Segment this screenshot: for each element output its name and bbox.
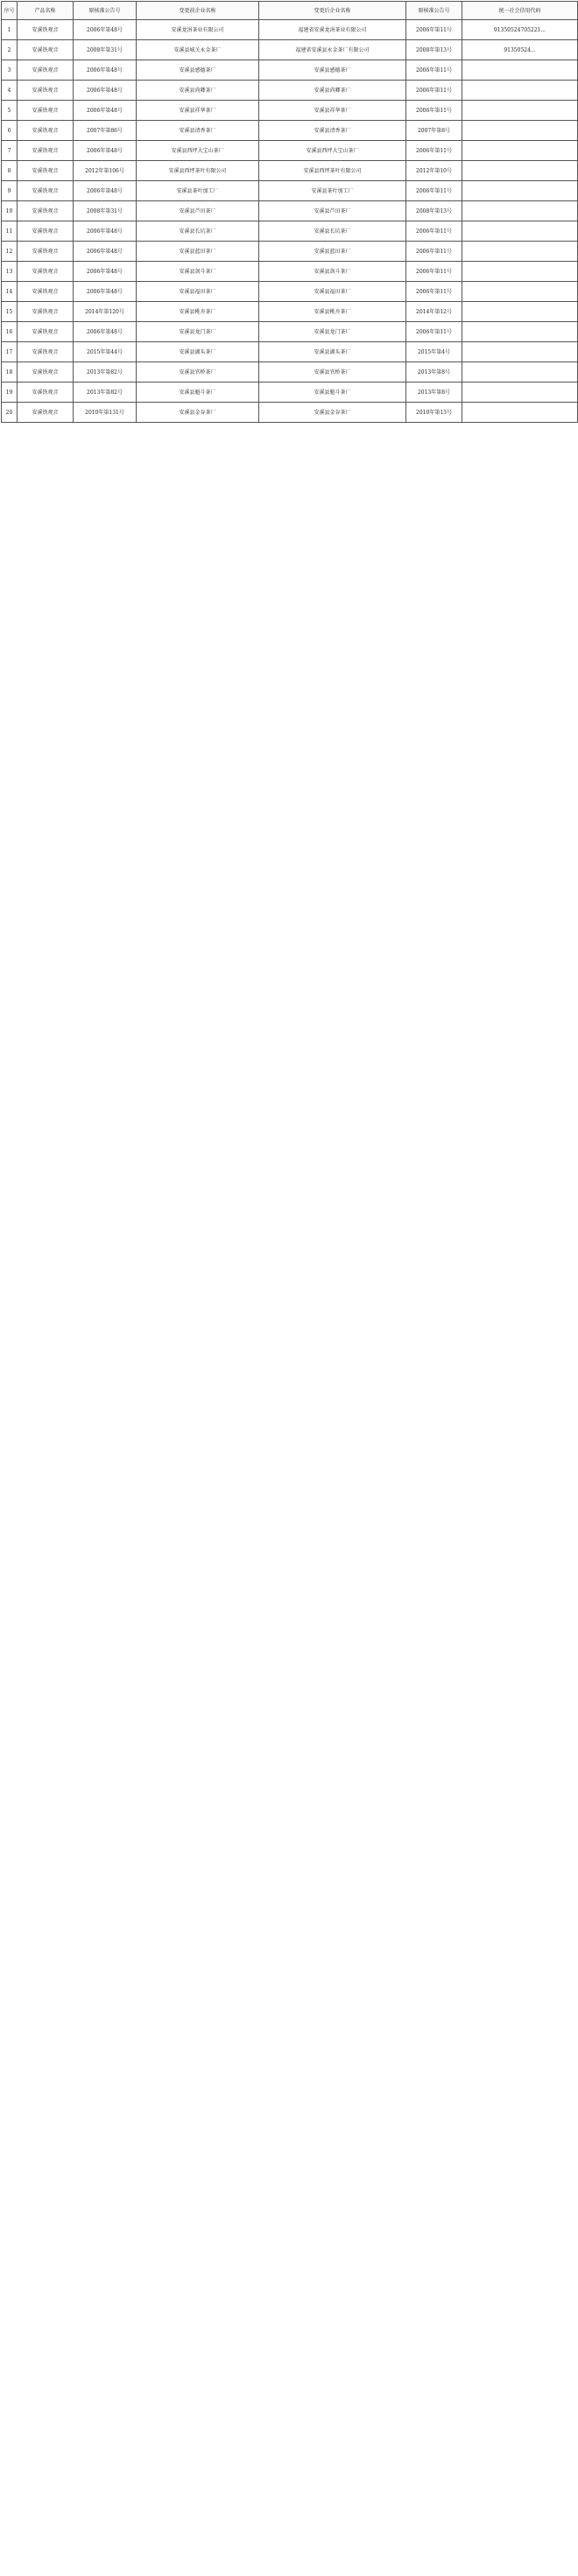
cell-company-before: 安溪县城关永金茶厂 [137, 40, 259, 60]
cell-product-name: 安溪铁观音 [18, 60, 74, 81]
cell-original-announcement-no-2: 2013年第8号 [406, 383, 462, 403]
cell-original-announcement-no: 2012年第106号 [74, 161, 137, 181]
cell-company-after: 安溪县金谷茶厂 [259, 403, 406, 423]
cell-credit-code [462, 181, 578, 201]
cell-credit-code: 91350524705221... [462, 20, 578, 40]
cell-index: 18 [2, 362, 18, 383]
table-row [2, 60, 578, 81]
cell-credit-code [462, 302, 578, 322]
cell-product-name: 安溪铁观音 [18, 121, 74, 141]
cell-company-after: 安溪县祥华茶厂 [259, 101, 406, 121]
cell-index: 2 [2, 40, 18, 60]
announcement-table [1, 1, 578, 423]
cell-credit-code [462, 383, 578, 403]
cell-original-announcement-no: 2006年第48号 [74, 101, 137, 121]
cell-credit-code: 91350524... [462, 40, 578, 60]
cell-company-after: 安溪县尚卿茶厂 [259, 81, 406, 101]
cell-original-announcement-no-2: 2010年第13号 [406, 403, 462, 423]
cell-credit-code [462, 221, 578, 242]
cell-original-announcement-no-2: 2006年第11号 [406, 20, 462, 40]
cell-company-before: 安溪县西坪茶叶有限公司 [137, 161, 259, 181]
cell-company-before: 安溪县芦田茶厂 [137, 201, 259, 221]
cell-original-announcement-no-2: 2014年第12号 [406, 302, 462, 322]
cell-index: 3 [2, 60, 18, 81]
cell-index: 15 [2, 302, 18, 322]
cell-credit-code [462, 242, 578, 262]
cell-original-announcement-no-2: 2006年第11号 [406, 262, 462, 282]
cell-original-announcement-no-2: 2007年第8号 [406, 121, 462, 141]
cell-original-announcement-no: 2006年第48号 [74, 262, 137, 282]
cell-original-announcement-no: 2015年第44号 [74, 342, 137, 362]
cell-product-name: 安溪铁观音 [18, 362, 74, 383]
cell-index: 13 [2, 262, 18, 282]
cell-original-announcement-no: 2006年第48号 [74, 242, 137, 262]
cell-index: 17 [2, 342, 18, 362]
cell-company-before: 安溪县感德茶厂 [137, 60, 259, 81]
cell-index: 9 [2, 181, 18, 201]
cell-original-announcement-no: 2006年第48号 [74, 221, 137, 242]
table-row [2, 383, 578, 403]
cell-company-before: 安溪县官桥茶厂 [137, 362, 259, 383]
cell-index: 11 [2, 221, 18, 242]
table-row [2, 141, 578, 161]
cell-company-after: 安溪县西坪大宝山茶厂 [259, 141, 406, 161]
cell-product-name: 安溪铁观音 [18, 322, 74, 342]
cell-credit-code [462, 81, 578, 101]
header-index: 序号 [2, 2, 18, 20]
cell-product-name: 安溪铁观音 [18, 81, 74, 101]
cell-product-name: 安溪铁观音 [18, 383, 74, 403]
cell-original-announcement-no-2: 2006年第11号 [406, 242, 462, 262]
cell-index: 19 [2, 383, 18, 403]
table-row [2, 81, 578, 101]
cell-product-name: 安溪铁观音 [18, 242, 74, 262]
cell-index: 1 [2, 20, 18, 40]
table-row [2, 40, 578, 60]
cell-original-announcement-no: 2014年第120号 [74, 302, 137, 322]
cell-company-before: 安溪县西坪大宝山茶厂 [137, 141, 259, 161]
header-original-announcement-no-2: 原核准公告号 [406, 2, 462, 20]
cell-index: 4 [2, 81, 18, 101]
cell-company-after: 安溪县感德茶厂 [259, 60, 406, 81]
cell-company-before: 安溪县长坑茶厂 [137, 221, 259, 242]
cell-product-name: 安溪铁观音 [18, 40, 74, 60]
cell-company-after: 安溪县龙门茶厂 [259, 322, 406, 342]
table-header-row [2, 2, 578, 20]
cell-product-name: 安溪铁观音 [18, 161, 74, 181]
cell-company-after: 安溪县清香茶厂 [259, 121, 406, 141]
cell-product-name: 安溪铁观音 [18, 221, 74, 242]
cell-credit-code [462, 403, 578, 423]
cell-credit-code [462, 262, 578, 282]
cell-company-before: 安溪县清香茶厂 [137, 121, 259, 141]
cell-credit-code [462, 101, 578, 121]
table-row [2, 403, 578, 423]
table-row [2, 221, 578, 242]
cell-original-announcement-no: 2006年第48号 [74, 181, 137, 201]
cell-original-announcement-no: 2013年第82号 [74, 383, 137, 403]
cell-product-name: 安溪铁观音 [18, 403, 74, 423]
cell-original-announcement-no-2: 2006年第11号 [406, 101, 462, 121]
cell-original-announcement-no-2: 2006年第11号 [406, 282, 462, 302]
cell-original-announcement-no-2: 2006年第11号 [406, 141, 462, 161]
cell-original-announcement-no-2: 2012年第10号 [406, 161, 462, 181]
cell-original-announcement-no: 2007年第86号 [74, 121, 137, 141]
cell-company-before: 安溪县桃舟茶厂 [137, 302, 259, 322]
cell-company-before: 安溪县祥华茶厂 [137, 101, 259, 121]
cell-product-name: 安溪铁观音 [18, 201, 74, 221]
cell-credit-code [462, 161, 578, 181]
cell-product-name: 安溪铁观音 [18, 181, 74, 201]
table-row [2, 201, 578, 221]
cell-credit-code [462, 362, 578, 383]
cell-original-announcement-no-2: 2006年第11号 [406, 60, 462, 81]
cell-credit-code [462, 322, 578, 342]
cell-index: 16 [2, 322, 18, 342]
header-company-before: 变更前企业名称 [137, 2, 259, 20]
cell-original-announcement-no: 2008年第31号 [74, 201, 137, 221]
table-row [2, 101, 578, 121]
cell-company-before: 安溪县福田茶厂 [137, 282, 259, 302]
table-row [2, 121, 578, 141]
cell-company-after: 安溪县剑斗茶厂 [259, 262, 406, 282]
cell-original-announcement-no: 2006年第48号 [74, 20, 137, 40]
cell-company-before: 安溪县金谷茶厂 [137, 403, 259, 423]
cell-product-name: 安溪铁观音 [18, 20, 74, 40]
cell-original-announcement-no: 2010年第131号 [74, 403, 137, 423]
cell-original-announcement-no-2: 2013年第8号 [406, 362, 462, 383]
cell-index: 8 [2, 161, 18, 181]
cell-company-before: 安溪县魁斗茶厂 [137, 383, 259, 403]
table-row [2, 322, 578, 342]
cell-company-after: 安溪县西坪茶叶有限公司 [259, 161, 406, 181]
cell-original-announcement-no: 2013年第82号 [74, 362, 137, 383]
cell-credit-code [462, 60, 578, 81]
cell-company-after: 安溪县魁斗茶厂 [259, 383, 406, 403]
cell-original-announcement-no-2: 2015年第4号 [406, 342, 462, 362]
table-row [2, 302, 578, 322]
cell-credit-code [462, 201, 578, 221]
cell-original-announcement-no: 2006年第48号 [74, 322, 137, 342]
cell-company-after: 福建省安溪龙涓茶业有限公司 [259, 20, 406, 40]
table-row [2, 342, 578, 362]
cell-company-after: 安溪县茶叶加工厂 [259, 181, 406, 201]
table-body [2, 20, 578, 423]
cell-index: 14 [2, 282, 18, 302]
header-original-announcement-no: 原核准公告号 [74, 2, 137, 20]
cell-original-announcement-no-2: 2008年第13号 [406, 201, 462, 221]
cell-original-announcement-no-2: 2006年第11号 [406, 221, 462, 242]
cell-company-before: 安溪县龙门茶厂 [137, 322, 259, 342]
cell-company-after: 安溪县福田茶厂 [259, 282, 406, 302]
cell-product-name: 安溪铁观音 [18, 141, 74, 161]
cell-company-before: 安溪县茶叶加工厂 [137, 181, 259, 201]
cell-product-name: 安溪铁观音 [18, 262, 74, 282]
cell-index: 10 [2, 201, 18, 221]
cell-company-before: 安溪县剑斗茶厂 [137, 262, 259, 282]
header-credit-code: 统一社会信用代码 [462, 2, 578, 20]
cell-original-announcement-no: 2006年第48号 [74, 81, 137, 101]
cell-credit-code [462, 282, 578, 302]
table-row [2, 161, 578, 181]
cell-product-name: 安溪铁观音 [18, 101, 74, 121]
cell-index: 12 [2, 242, 18, 262]
table-row [2, 362, 578, 383]
cell-company-after: 福建省安溪县永金茶厂有限公司 [259, 40, 406, 60]
cell-index: 6 [2, 121, 18, 141]
table-row [2, 20, 578, 40]
cell-original-announcement-no-2: 2006年第11号 [406, 322, 462, 342]
cell-index: 5 [2, 101, 18, 121]
cell-credit-code [462, 121, 578, 141]
cell-product-name: 安溪铁观音 [18, 282, 74, 302]
cell-company-before: 安溪县湖头茶厂 [137, 342, 259, 362]
cell-original-announcement-no: 2006年第48号 [74, 60, 137, 81]
cell-company-after: 安溪县蓝田茶厂 [259, 242, 406, 262]
table-row [2, 262, 578, 282]
cell-credit-code [462, 342, 578, 362]
cell-product-name: 安溪铁观音 [18, 342, 74, 362]
cell-company-after: 安溪县湖头茶厂 [259, 342, 406, 362]
cell-credit-code [462, 141, 578, 161]
cell-product-name: 安溪铁观音 [18, 302, 74, 322]
cell-original-announcement-no: 2008年第31号 [74, 40, 137, 60]
cell-company-before: 安溪县蓝田茶厂 [137, 242, 259, 262]
cell-company-after: 安溪县官桥茶厂 [259, 362, 406, 383]
header-product-name: 产品名称 [18, 2, 74, 20]
cell-original-announcement-no: 2006年第48号 [74, 141, 137, 161]
header-company-after: 变更后企业名称 [259, 2, 406, 20]
cell-company-before: 安溪县尚卿茶厂 [137, 81, 259, 101]
table-row [2, 282, 578, 302]
cell-company-after: 安溪县芦田茶厂 [259, 201, 406, 221]
cell-index: 7 [2, 141, 18, 161]
cell-original-announcement-no: 2006年第48号 [74, 282, 137, 302]
cell-company-before: 安溪龙涓茶业有限公司 [137, 20, 259, 40]
cell-original-announcement-no-2: 2006年第11号 [406, 81, 462, 101]
table-row [2, 181, 578, 201]
cell-company-after: 安溪县长坑茶厂 [259, 221, 406, 242]
cell-original-announcement-no-2: 2006年第11号 [406, 181, 462, 201]
cell-original-announcement-no-2: 2008年第13号 [406, 40, 462, 60]
cell-company-after: 安溪县桃舟茶厂 [259, 302, 406, 322]
table-row [2, 242, 578, 262]
cell-index: 20 [2, 403, 18, 423]
